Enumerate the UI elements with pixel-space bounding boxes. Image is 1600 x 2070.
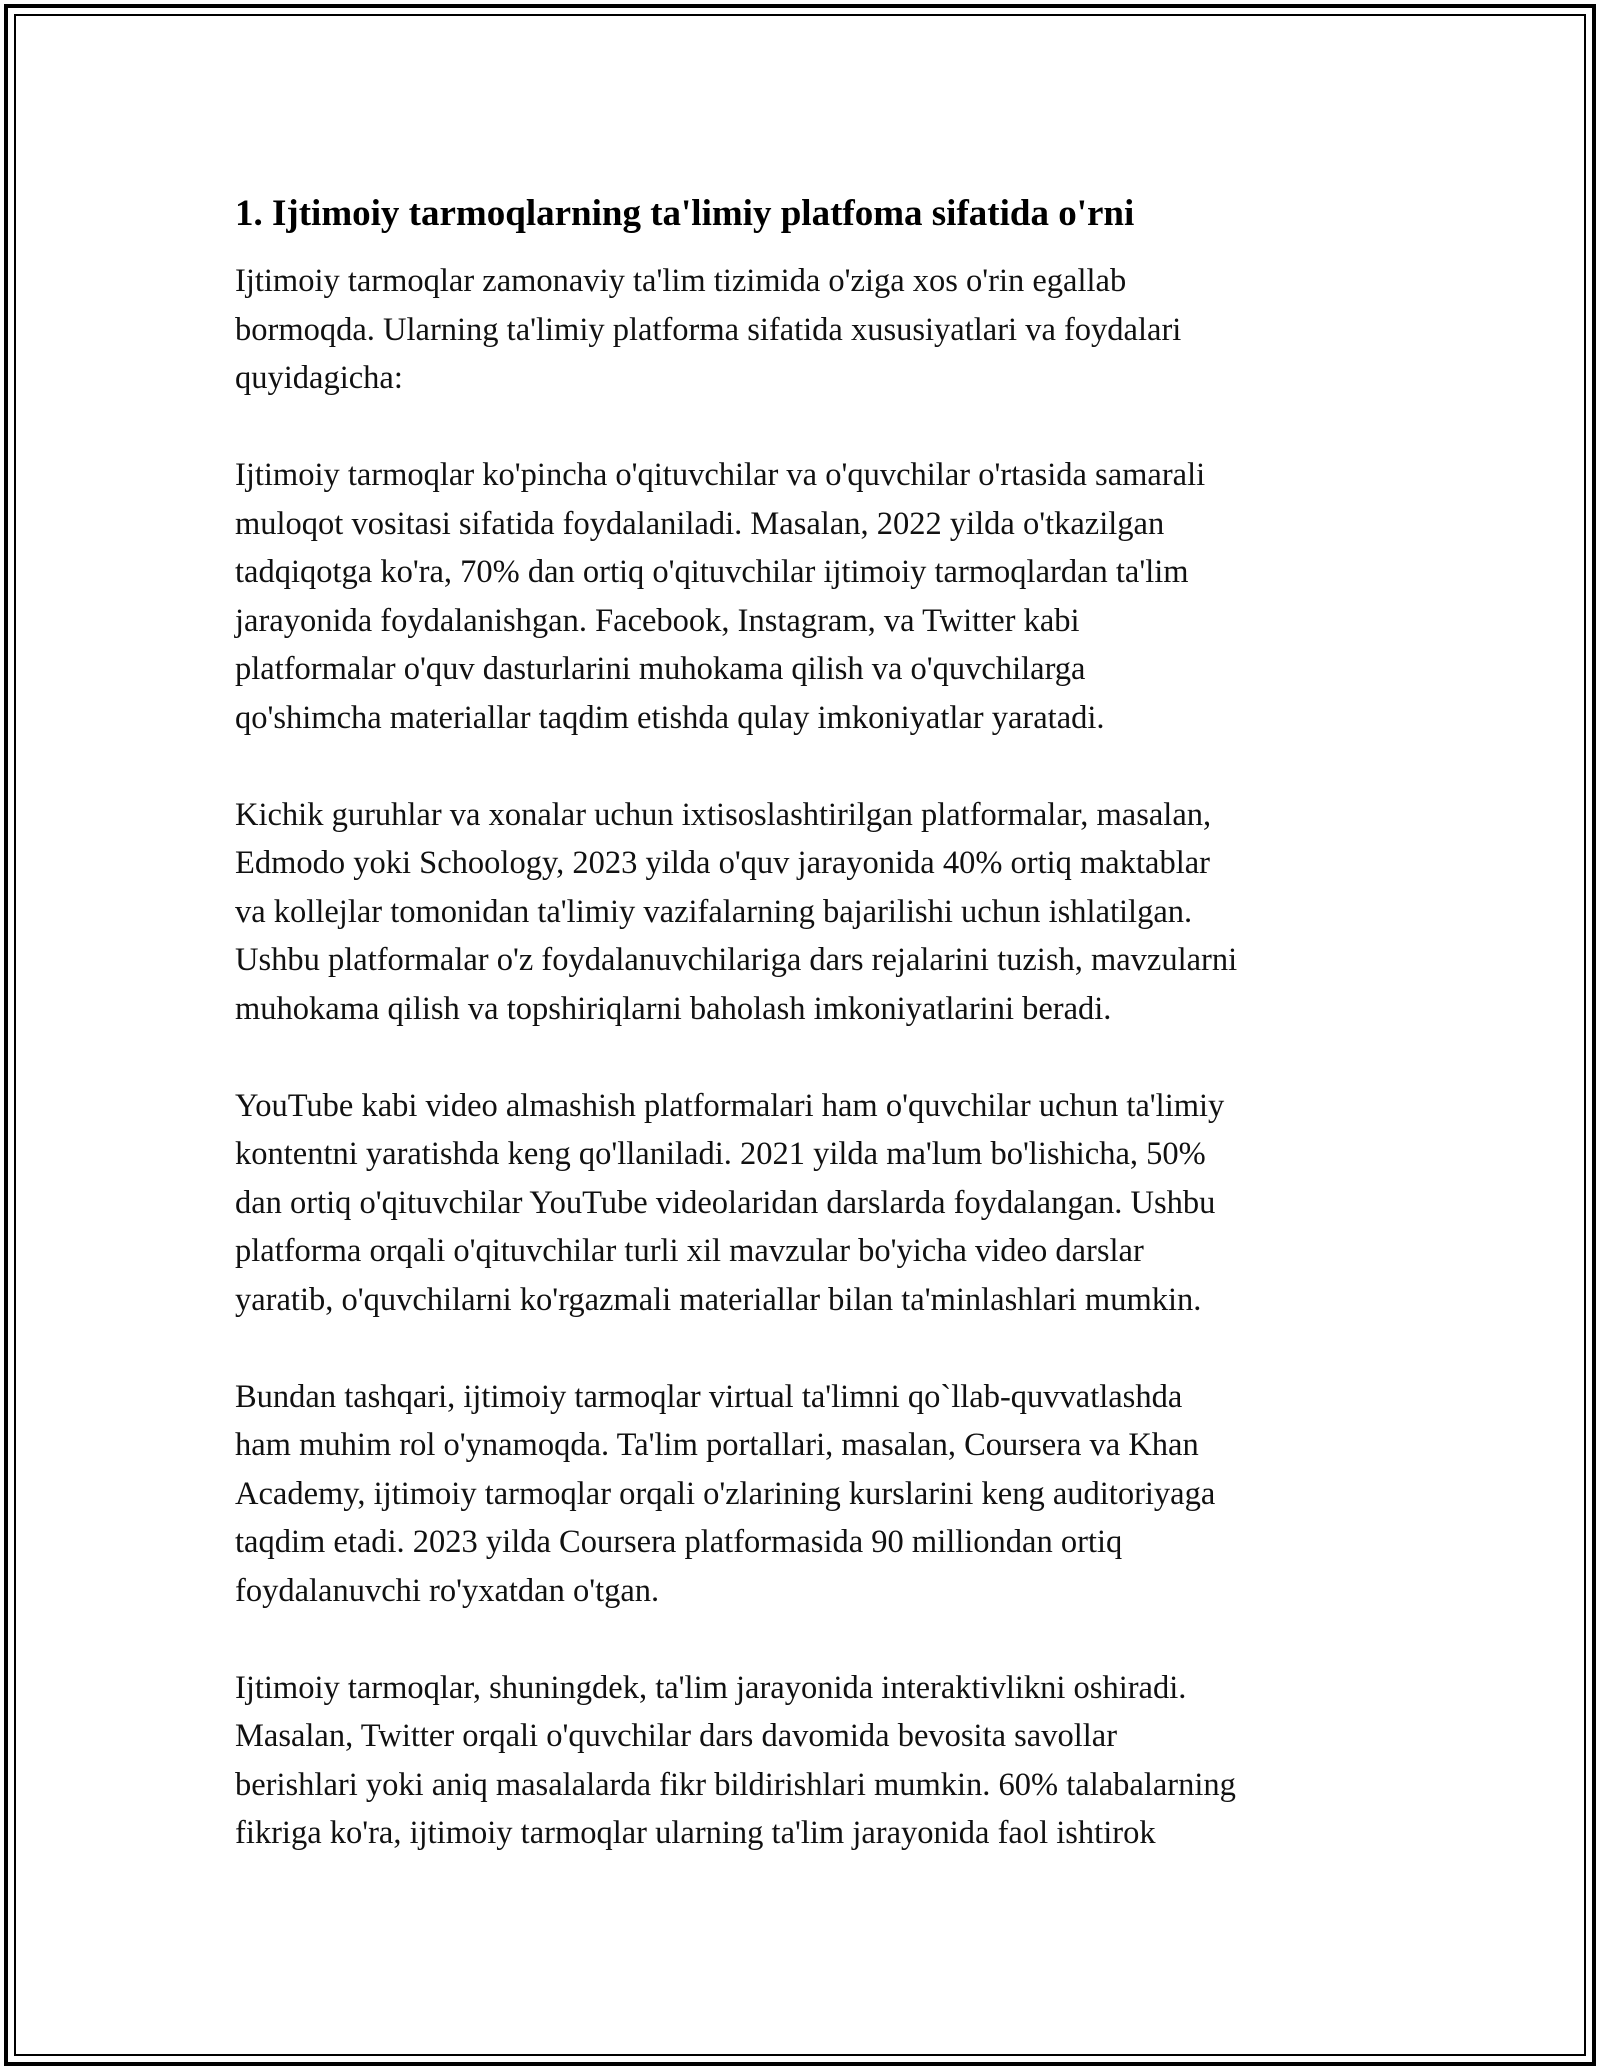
paragraph-video-platforms: YouTube kabi video almashish platformalari ham o'quvchilar uchun ta'limiy kontentni yaratishda keng qo'llaniladi. 2021 yilda ma'lum bo'lishicha, 50% dan ortiq o'qituvchilar YouTube videolaridan darslarda foydalangan. Ushbu platforma orqali o'qituvchilar turli xil mavzular bo'yicha video darslar yaratib, o'quvchilarni ko'rgazmali materiallar bilan ta'minlashlari mumkin. bbox=[235, 1087, 1225, 1318]
paragraph-specialized-platforms: Kichik guruhlar va xonalar uchun ixtisoslashtirilgan platformalar, masalan, Edmodo yoki Schoology, 2023 yilda o'quv jarayonida 40% ortiq maktablar va kollejlar tomonidan ta'limiy vazifalarning bajarilishi uchun ishlatilgan. Ushbu platformalar o'z foydalanuvchilariga dars rejalarini tuzish, mavzularni muhokama qilish va topshiriqlarni baholash imkoniyatlarini beradi. bbox=[235, 796, 1238, 1027]
document-body bbox=[235, 188, 1385, 1906]
paragraph-interactivity: Ijtimoiy tarmoqlar, shuningdek, ta'lim jarayonida interaktivlikni oshiradi. Masalan, Twitter orqali o'quvchilar dars davomida bevosita savollar berishlari yoki aniq masalalarda fikr bildirishlari mumkin. 60% talabalarning fikriga ko'ra, ijtimoiy tarmoqlar ularning ta'lim jarayonida faol ishtirok bbox=[235, 1669, 1236, 1851]
paragraph-virtual-learning: Bundan tashqari, ijtimoiy tarmoqlar virtual ta'limni qo`llab-quvvatlashda ham muhim rol o'ynamoqda. Ta'lim portallari, masalan, Coursera va Khan Academy, ijtimoiy tarmoqlar orqali o'zlarining kurslarini keng auditoriyaga taqdim etadi. 2023 yilda Coursera platformasida 90 milliondan ortiq foydalanuvchi ro'yxatdan o'tgan. bbox=[235, 1378, 1216, 1609]
paragraph-intro: Ijtimoiy tarmoqlar zamonaviy ta'lim tizimida o'ziga xos o'rin egallab bormoqda. Ularning ta'limiy platforma sifatida xususiyatlari va foydalari quyidagicha: bbox=[235, 263, 1182, 396]
section-title: 1. Ijtimoiy tarmoqlarning ta'limiy platfoma sifatida o'rni bbox=[235, 193, 1135, 234]
paragraph-communication: Ijtimoiy tarmoqlar ko'pincha o'qituvchilar va o'quvchilar o'rtasida samarali muloqot vositasi sifatida foydalaniladi. Masalan, 2022 yilda o'tkazilgan tadqiqotga ko'ra, 70% dan ortiq o'qituvchilar ijtimoiy tarmoqlardan ta'lim jarayonida foydalanishgan. Facebook, Instagram, va Twitter kabi platformalar o'quv dasturlarini muhokama qilish va o'quvchilarga qo'shimcha materiallar taqdim etishda qulay imkoniyatlar yaratadi. bbox=[235, 457, 1206, 736]
